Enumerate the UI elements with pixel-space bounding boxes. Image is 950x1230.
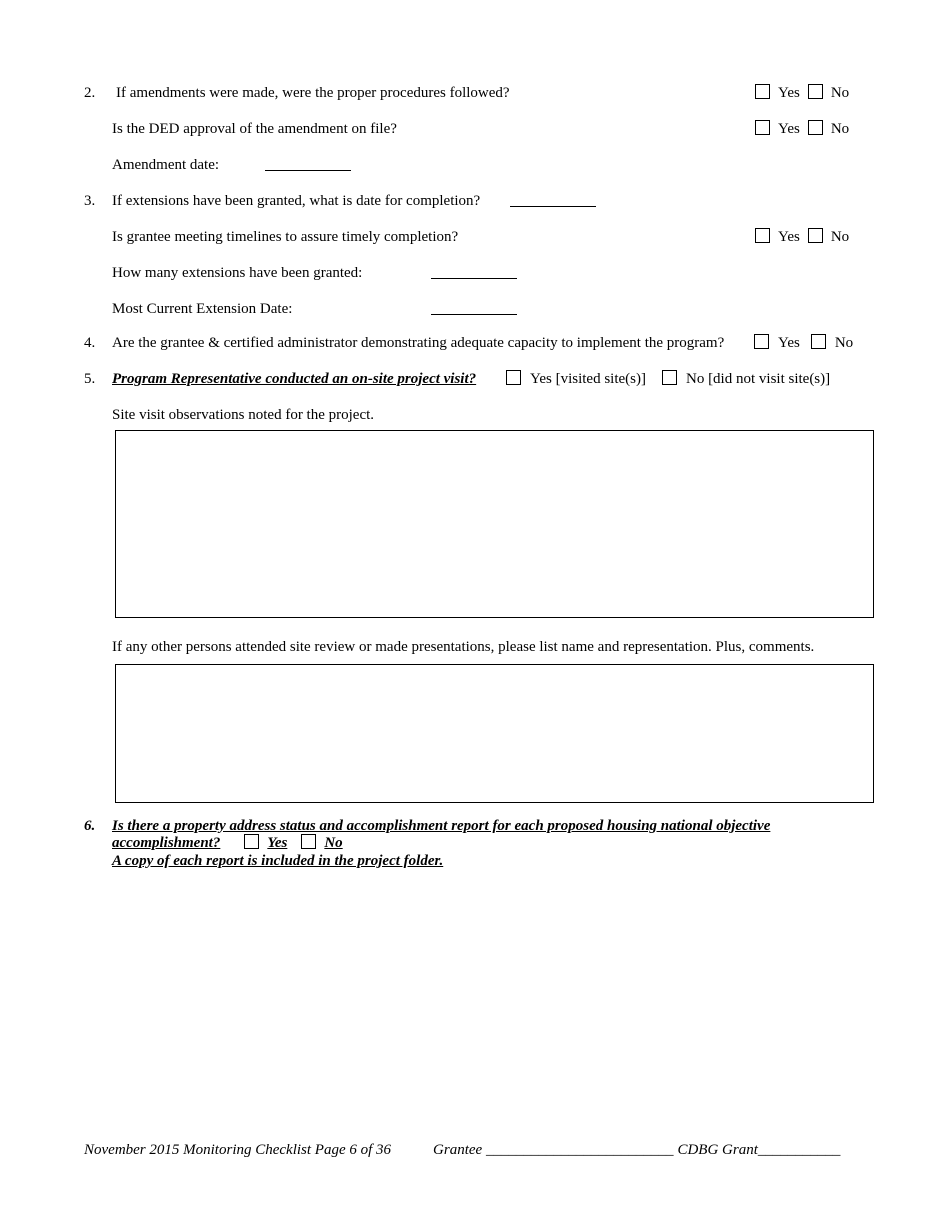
q5-options: [506, 370, 830, 388]
no-label: No: [830, 85, 850, 101]
q6-no-checkbox[interactable]: [301, 834, 316, 849]
q2-ded-approval-text: Is the DED approval of the amendment on file?: [112, 121, 397, 137]
q2-yes-checkbox[interactable]: [755, 84, 770, 99]
q5-no-label: No [did not visit site(s)]: [685, 371, 831, 387]
q2-ded-no-checkbox[interactable]: [808, 120, 823, 135]
q2-ded-yes-checkbox[interactable]: [755, 120, 770, 135]
q4-yes-no: [754, 334, 853, 352]
q3-timelines-text: Is grantee meeting timelines to assure timely completion?: [112, 229, 459, 245]
q4-number: 4.: [84, 335, 96, 351]
amendment-date-blank[interactable]: [265, 156, 351, 176]
q3-number: 3.: [84, 193, 96, 209]
no-label: No: [324, 835, 343, 851]
q4-yes-checkbox[interactable]: [754, 334, 769, 349]
no-label: No: [830, 229, 850, 245]
q2-no-checkbox[interactable]: [808, 84, 823, 99]
q4-no-checkbox[interactable]: [811, 334, 826, 349]
q3-yes-checkbox[interactable]: [755, 228, 770, 243]
footer-cdbg-grant: CDBG Grant___________: [677, 1142, 841, 1158]
q6-yes-checkbox[interactable]: [244, 834, 259, 849]
q5-number: 5.: [84, 371, 96, 387]
extensions-count-label: How many extensions have been granted:: [112, 265, 363, 281]
other-persons-textbox[interactable]: [115, 664, 874, 803]
q2-text: If amendments were made, were the proper procedures followed?: [116, 85, 510, 101]
footer-grantee: Grantee _________________________: [433, 1142, 674, 1158]
q5-yes-label: Yes [visited site(s)]: [530, 371, 646, 387]
completion-date-blank[interactable]: [510, 192, 596, 212]
observations-label: Site visit observations noted for the project.: [112, 407, 375, 423]
amendment-date-label: Amendment date:: [112, 157, 220, 173]
q6-line2: [112, 834, 343, 852]
extension-date-blank[interactable]: [431, 300, 517, 320]
no-label: No: [834, 335, 854, 351]
other-persons-label: If any other persons attended site review or made presentations, please list name and representation. Plus, comments.: [112, 639, 815, 655]
q2-number: 2.: [84, 85, 96, 101]
q5-no-checkbox[interactable]: [662, 370, 677, 385]
q3-no-checkbox[interactable]: [808, 228, 823, 243]
q6-note: A copy of each report is included in the project folder.: [112, 853, 444, 869]
q4-text: Are the grantee & certified administrator demonstrating adequate capacity to implement the program?: [112, 335, 725, 351]
q6-text-line1: Is there a property address status and accomplishment report for each proposed housing national objective: [112, 818, 771, 834]
extension-date-label: Most Current Extension Date:: [112, 301, 293, 317]
q3-yes-no: [755, 228, 849, 246]
q3-text: If extensions have been granted, what is date for completion?: [112, 193, 481, 209]
yes-label: Yes: [778, 121, 800, 137]
yes-label: Yes: [778, 229, 800, 245]
observations-textbox[interactable]: [115, 430, 874, 618]
extensions-count-blank[interactable]: [431, 264, 517, 284]
q6-number: 6.: [84, 818, 96, 834]
yes-label: Yes: [267, 835, 288, 851]
yes-label: Yes: [778, 335, 800, 351]
q6-text-line2: accomplishment?: [112, 835, 221, 851]
page-footer: [84, 1141, 840, 1159]
yes-label: Yes: [778, 85, 800, 101]
q5-yes-checkbox[interactable]: [506, 370, 521, 385]
footer-page-info: November 2015 Monitoring Checklist Page 6 of 36: [84, 1142, 392, 1158]
q2-ded-yes-no: [755, 120, 849, 138]
no-label: No: [830, 121, 850, 137]
q2-yes-no: [755, 84, 849, 102]
q5-text: Program Representative conducted an on-site project visit?: [112, 371, 477, 387]
